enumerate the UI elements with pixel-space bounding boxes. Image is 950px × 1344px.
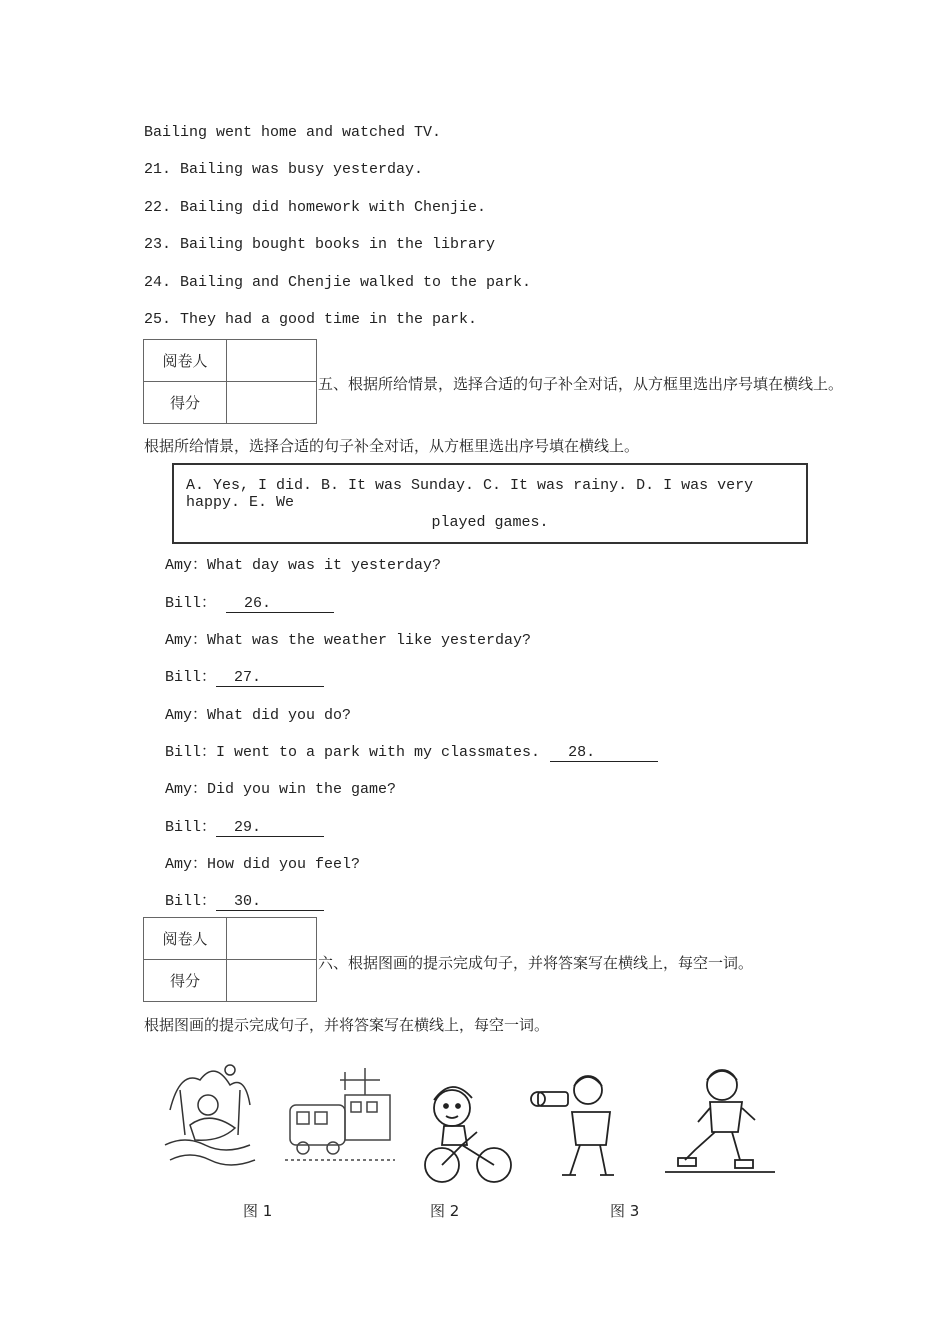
caption-1: 图 1: [243, 1202, 273, 1220]
reviewer-label: 阅卷人: [144, 918, 227, 960]
dialogue-bill-4: [165, 815, 324, 837]
photographer-picture: [531, 1076, 614, 1175]
statement-22: 22. Bailing did homework with Chenjie.: [144, 199, 487, 216]
dialogue-amy-2: Amy：What was the weather like yesterday?: [165, 632, 532, 649]
options-line-1: A. Yes, I did. B. It was Sunday. C. It was rainy. D. I was very happy. E. We: [186, 477, 754, 511]
section6-instruction: 根据图画的提示完成句子，并将答案写在横线上，每空一词。: [144, 1016, 550, 1034]
answer-blank-26[interactable]: [226, 595, 334, 613]
skating-boy-picture: [665, 1070, 775, 1172]
options-line-2: played games.: [431, 514, 549, 531]
blank-number: 27.: [234, 669, 262, 686]
dialogue-bill-2: [165, 665, 324, 687]
dialogue-amy-5: Amy：How did you feel?: [165, 856, 361, 873]
score-table-section5: [143, 339, 317, 424]
statement-25: 25. They had a good time in the park.: [144, 311, 478, 328]
reviewer-field[interactable]: [227, 340, 317, 382]
blank-number: 28.: [568, 744, 596, 761]
reviewer-field[interactable]: [227, 918, 317, 960]
score-label: 得分: [144, 382, 227, 424]
answer-blank-29[interactable]: [216, 819, 324, 837]
pictures-strip: [160, 1050, 780, 1185]
blank-number: 29.: [234, 819, 262, 836]
bus-and-train-picture: [285, 1068, 395, 1160]
dialogue-amy-4: Amy：Did you win the game?: [165, 781, 397, 798]
score-label: 得分: [144, 960, 227, 1002]
statement-23: 23. Bailing bought books in the library: [144, 236, 496, 253]
options-box: [172, 463, 808, 544]
statement-24: 24. Bailing and Chenjie walked to the park.: [144, 274, 532, 291]
dialogue-bill-5: [165, 889, 324, 911]
dialogue-bill-3: [165, 740, 658, 762]
bill-prefix: Bill：: [165, 669, 217, 686]
dialogue-amy-1: Amy：What day was it yesterday?: [165, 557, 442, 574]
answer-blank-28[interactable]: [550, 744, 658, 762]
statement-21: 21. Bailing was busy yesterday.: [144, 161, 424, 178]
bill-prefix: Bill：: [165, 819, 217, 836]
score-table-section6: [143, 917, 317, 1002]
section5-heading: 五、根据所给情景，选择合适的句子补全对话，从方框里选出序号填在横线上。: [318, 375, 844, 393]
dialogue-bill-1: [165, 591, 334, 613]
blank-number: 26.: [244, 595, 272, 612]
bill-prefix: Bill：I went to a park with my classmates.: [165, 744, 541, 761]
caption-2: 图 2: [430, 1202, 460, 1220]
swimming-picture: [165, 1065, 255, 1165]
reviewer-label: 阅卷人: [144, 340, 227, 382]
bill-prefix: Bill：: [165, 595, 217, 612]
answer-blank-27[interactable]: [216, 669, 324, 687]
section5-instruction: 根据所给情景，选择合适的句子补全对话，从方框里选出序号填在横线上。: [144, 437, 640, 455]
blank-number: 30.: [234, 893, 262, 910]
intro-statement: Bailing went home and watched TV.: [144, 124, 442, 141]
caption-3: 图 3: [610, 1202, 640, 1220]
section6-heading: 六、根据图画的提示完成句子，并将答案写在横线上，每空一词。: [318, 954, 754, 972]
answer-blank-30[interactable]: [216, 893, 324, 911]
bill-prefix: Bill：: [165, 893, 217, 910]
dialogue-amy-3: Amy：What did you do?: [165, 707, 352, 724]
score-field[interactable]: [227, 382, 317, 424]
score-field[interactable]: [227, 960, 317, 1002]
cycling-boy-picture: [425, 1087, 511, 1182]
